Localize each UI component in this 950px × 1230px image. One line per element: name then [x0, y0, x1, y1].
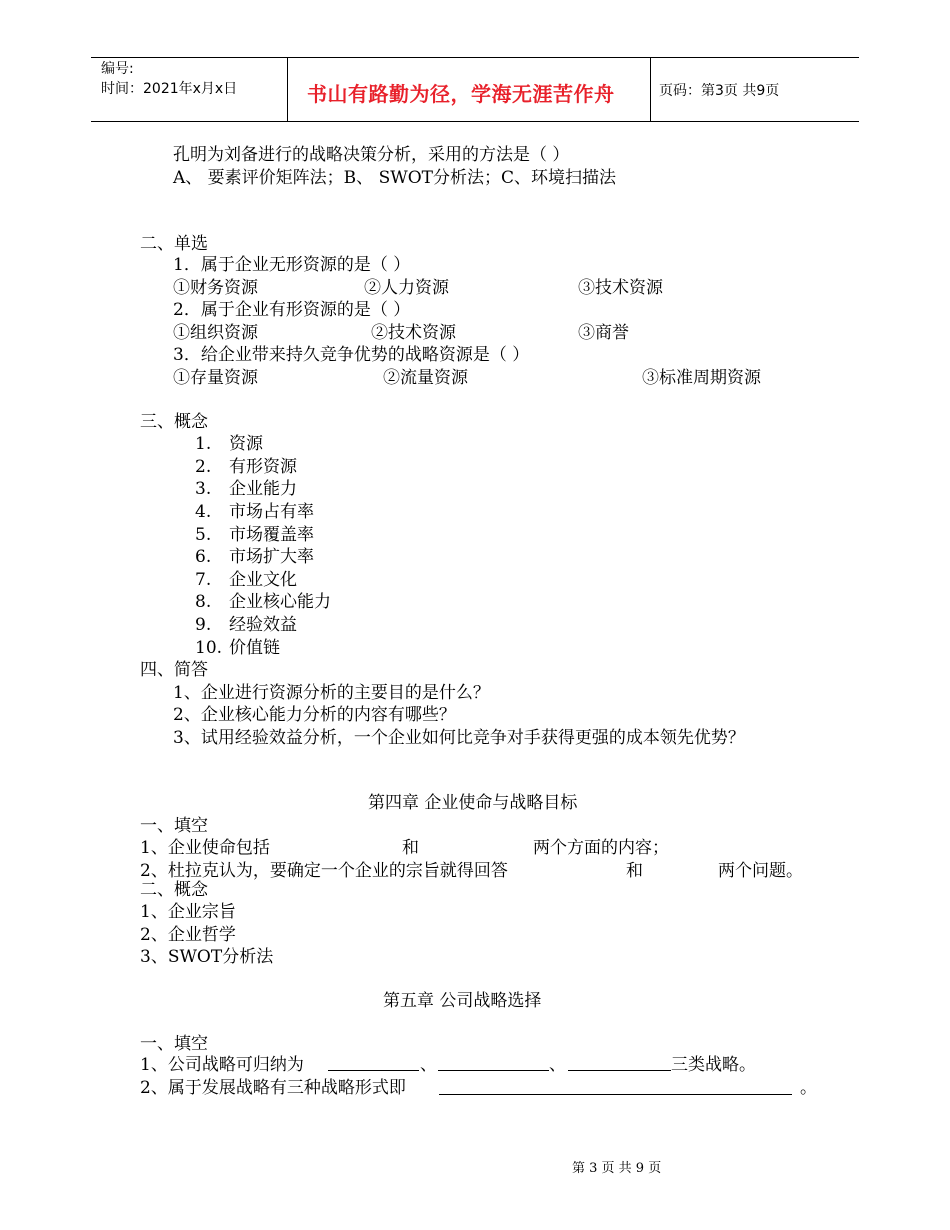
- fill-item-text: 2、属于发展战略有三种战略形式即: [140, 1078, 406, 1098]
- fill-blank[interactable]: [439, 1094, 792, 1095]
- choice-option: ①组织资源: [173, 323, 258, 343]
- concept-number: 3.: [195, 479, 212, 499]
- fill-blank[interactable]: [568, 1070, 671, 1071]
- chapter-title: 第四章 企业使命与战略目标: [368, 793, 578, 813]
- fill-item-text: 1、企业使命包括: [140, 838, 270, 858]
- fill-item-text: 。: [800, 1078, 817, 1098]
- concept-term: 资源: [229, 434, 263, 454]
- section-heading-single-choice: 二、单选: [140, 234, 208, 254]
- concept-term: 1、企业宗旨: [140, 902, 236, 922]
- choice-question: 1．属于企业无形资源的是（ ）: [173, 255, 411, 275]
- concept-term: 2、企业哲学: [140, 925, 236, 945]
- section-heading-short-answer: 四、简答: [140, 660, 208, 680]
- fill-item-text: 两个方面的内容；: [533, 838, 669, 858]
- fill-item-text: 和: [402, 838, 419, 858]
- header-divider-left: [287, 57, 288, 122]
- short-answer-question: 3、试用经验效益分析，一个企业如何比竞争对手获得更强的成本领先优势？: [173, 728, 745, 748]
- choice-option: ③技术资源: [578, 278, 663, 298]
- choice-option: ②流量资源: [383, 368, 468, 388]
- concept-term: 市场覆盖率: [229, 525, 314, 545]
- concept-term: 价值链: [229, 638, 280, 658]
- concept-term: 企业文化: [229, 570, 297, 590]
- header-motto: 书山有路勤为径，学海无涯苦作舟: [307, 82, 615, 106]
- concept-number: 10.: [195, 638, 223, 658]
- header-number-label: 编号:: [101, 61, 134, 77]
- concept-number: 1.: [195, 434, 212, 454]
- fill-item-text: 和: [626, 861, 643, 881]
- concept-term: 市场占有率: [229, 502, 314, 522]
- chapter-title: 第五章 公司战略选择: [383, 991, 542, 1011]
- section-heading-fill: 一、填空: [140, 816, 208, 836]
- page-footer: 第 3 页 共 9 页: [572, 1161, 662, 1176]
- fill-item-text: 两个问题。: [718, 861, 803, 881]
- concept-term: 有形资源: [229, 457, 297, 477]
- choice-option: ①存量资源: [173, 368, 258, 388]
- fill-item-text: 三类战略。: [671, 1055, 756, 1075]
- short-answer-question: 2、企业核心能力分析的内容有哪些？: [173, 705, 456, 725]
- choice-option: ①财务资源: [173, 278, 258, 298]
- concept-number: 4.: [195, 502, 212, 522]
- fill-blank[interactable]: [328, 1070, 419, 1071]
- header-top-rule: [91, 57, 859, 58]
- concept-number: 7.: [195, 570, 212, 590]
- section-heading-fill: 一、填空: [140, 1034, 208, 1054]
- concept-number: 8.: [195, 592, 212, 612]
- header-bottom-rule: [91, 121, 859, 122]
- header-time-label: 时间：2021年x月x日: [101, 81, 238, 97]
- fill-blank[interactable]: [438, 1070, 549, 1071]
- concept-term: 企业核心能力: [229, 592, 331, 612]
- choice-question: 2．属于企业有形资源的是（ ）: [173, 300, 411, 320]
- header-page-label: 页码：第3页 共9页: [659, 83, 780, 99]
- question-options: A、 要素评价矩阵法；B、 SWOT分析法；C、环境扫描法: [173, 168, 616, 188]
- fill-separator: 、: [549, 1055, 566, 1075]
- concept-term: 3、SWOT分析法: [140, 947, 274, 967]
- header-divider-right: [650, 57, 651, 122]
- choice-question: 3．给企业带来持久竞争优势的战略资源是（ ）: [173, 345, 530, 365]
- question-text: 孔明为刘备进行的战略决策分析，采用的方法是（ ）: [173, 145, 570, 165]
- choice-option: ②人力资源: [364, 278, 449, 298]
- choice-option: ③标准周期资源: [642, 368, 761, 388]
- concept-number: 2.: [195, 457, 212, 477]
- section-heading-concepts: 三、概念: [140, 412, 208, 432]
- choice-option: ②技术资源: [371, 323, 456, 343]
- choice-option: ③商誉: [578, 323, 629, 343]
- fill-item-text: 2、杜拉克认为，要确定一个企业的宗旨就得回答: [140, 861, 508, 881]
- fill-separator: 、: [420, 1055, 437, 1075]
- concept-term: 企业能力: [229, 479, 297, 499]
- concept-term: 经验效益: [229, 615, 297, 635]
- concept-term: 市场扩大率: [229, 547, 314, 567]
- concept-number: 5.: [195, 525, 212, 545]
- fill-item-text: 1、公司战略可归纳为: [140, 1055, 304, 1075]
- concept-number: 6.: [195, 547, 212, 567]
- short-answer-question: 1、企业进行资源分析的主要目的是什么？: [173, 683, 490, 703]
- section-heading-concepts: 二、概念: [140, 880, 208, 900]
- concept-number: 9.: [195, 615, 212, 635]
